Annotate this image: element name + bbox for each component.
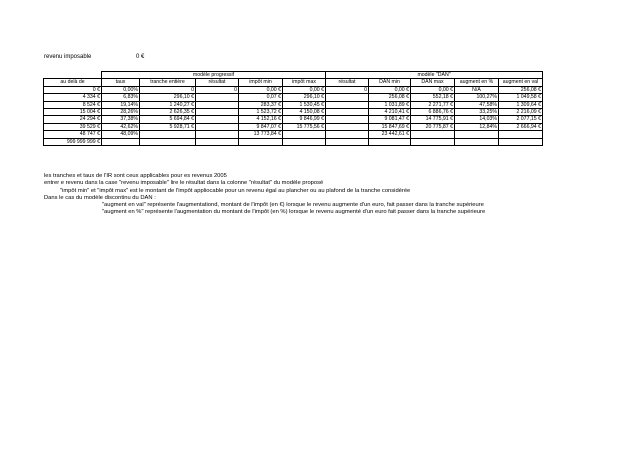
table-cell[interactable] <box>283 138 326 145</box>
table-row <box>44 109 543 116</box>
table-cell[interactable]: 2 626,35 € <box>140 109 196 116</box>
note-line: "augment en val" représente l'augmentationd, montant de l'impôt (en €) lorsque le revenu augmente d'un euro, fait passer dans la tranche supérieure <box>102 202 484 209</box>
col-header: DAN min <box>369 79 411 86</box>
table-cell[interactable] <box>326 101 369 108</box>
table-cell[interactable]: 1 309,64 € <box>499 101 543 108</box>
table-cell[interactable]: 0 € <box>44 86 102 93</box>
col-header: au delà de <box>44 79 102 86</box>
table-cell[interactable] <box>326 123 369 130</box>
table-cell[interactable]: 48,09% <box>102 131 140 138</box>
table-cell[interactable] <box>455 138 499 145</box>
group-header-row <box>44 72 543 79</box>
col-header: impôt min <box>239 79 283 86</box>
revenu-label: revenu imposable <box>44 54 92 60</box>
table-cell[interactable]: 20 775,87 € <box>411 123 455 130</box>
table-cell[interactable] <box>369 138 411 145</box>
table-cell[interactable]: 0,07 € <box>239 94 283 101</box>
table-cell[interactable] <box>196 131 239 138</box>
table-cell[interactable]: 9 847,07 € <box>239 123 283 130</box>
table-cell[interactable] <box>196 109 239 116</box>
col-header: tranche entière <box>140 79 196 86</box>
table-cell[interactable]: 999 999 999 € <box>44 138 102 145</box>
col-header: taux <box>102 79 140 86</box>
table-cell[interactable]: 6,83% <box>102 94 140 101</box>
table-cell[interactable]: 33,25% <box>455 109 499 116</box>
table-row <box>44 101 543 108</box>
table-cell[interactable]: 2 216,09 € <box>499 109 543 116</box>
note-line: "impôt min" et "impôt max" est le montant de l'impôt appliocable pour un revenu égal au plancher ou au plafond de la tranche considérée <box>60 187 411 194</box>
table-cell[interactable]: 552,18 € <box>411 94 455 101</box>
table-row <box>44 94 543 101</box>
table-cell[interactable]: 4 334 € <box>44 94 102 101</box>
group-dan: modèle "DAN" <box>326 72 543 79</box>
column-header-row <box>44 79 543 86</box>
table-cell[interactable]: 5 694,84 € <box>140 116 196 123</box>
table-cell[interactable]: 1 530,45 € <box>283 101 326 108</box>
col-header: résultat <box>196 79 239 86</box>
note-line: "augment en %" représente l'augmentation du montant de l'impôt (en %) lorsque le revenu augmenté d'un euro fait passer dans la tranche supérieure <box>102 209 486 216</box>
table-cell[interactable] <box>102 138 140 145</box>
table-cell[interactable]: 37,38% <box>102 116 140 123</box>
table-cell[interactable] <box>499 131 543 138</box>
table-cell[interactable]: 15 004 € <box>44 109 102 116</box>
table-cell[interactable]: 2 077,15 € <box>499 116 543 123</box>
table-cell[interactable]: 47,58% <box>455 101 499 108</box>
table-cell[interactable]: 28,26% <box>102 109 140 116</box>
table-cell[interactable] <box>411 138 455 145</box>
table-cell[interactable] <box>326 109 369 116</box>
table-cell[interactable]: 2 271,77 € <box>411 101 455 108</box>
revenu-input-cell[interactable]: 0 € <box>136 54 145 60</box>
note-line: Dans le cas du modèle discontinu du DAN : <box>44 194 156 201</box>
col-header: résultat <box>326 79 369 86</box>
table-cell[interactable] <box>326 138 369 145</box>
table-cell[interactable]: 39 529 € <box>44 123 102 130</box>
table-row <box>44 123 543 130</box>
table-cell[interactable]: 4 210,41 € <box>369 109 411 116</box>
table-cell[interactable]: 1 049,58 € <box>499 94 543 101</box>
table-cell[interactable]: 0 <box>196 86 239 93</box>
table-cell[interactable]: 283,37 € <box>239 101 283 108</box>
table-cell[interactable]: 1 240,27 € <box>140 101 196 108</box>
table-cell[interactable]: N/A <box>455 86 499 93</box>
table-row <box>44 116 543 123</box>
table-cell[interactable] <box>196 123 239 130</box>
table-cell[interactable]: 0,00 € <box>239 86 283 93</box>
table-cell[interactable]: 0,00 € <box>411 86 455 93</box>
col-header: augment en % <box>455 79 499 86</box>
table-cell[interactable]: 24 294 € <box>44 116 102 123</box>
group-spacer <box>44 72 102 79</box>
group-progressif: modèle progressif <box>102 72 326 79</box>
table-cell[interactable]: 9 846,99 € <box>283 116 326 123</box>
table-cell[interactable]: 8 524 € <box>44 101 102 108</box>
table-cell[interactable]: 0,00 € <box>369 86 411 93</box>
table-cell[interactable]: 0 <box>326 86 369 93</box>
table-cell[interactable] <box>326 94 369 101</box>
col-header: augment en val <box>499 79 543 86</box>
table-cell[interactable]: 1 523,72 € <box>239 109 283 116</box>
table-cell[interactable]: 15 775,56 € <box>283 123 326 130</box>
table-cell[interactable]: 15 847,69 € <box>369 123 411 130</box>
table-cell[interactable]: 296,10 € <box>283 94 326 101</box>
table-cell[interactable]: 23 442,61 € <box>369 131 411 138</box>
tax-table <box>43 71 543 146</box>
table-cell[interactable]: 0 <box>140 86 196 93</box>
table-cell[interactable] <box>326 116 369 123</box>
table-cell[interactable]: 4 152,16 € <box>239 116 283 123</box>
revenu-row <box>44 54 145 60</box>
table-cell[interactable]: 0,00% <box>102 86 140 93</box>
note-line: entrer e revenu dans la case "revenu imposable" lire le résultat dans la colonne "résultat" du modèle proposé <box>44 180 324 187</box>
table-cell[interactable]: 14,03% <box>455 116 499 123</box>
table-cell[interactable]: 12,84% <box>455 123 499 130</box>
note-line: les tranches et taux de l'IR sont ceux applicables pour es revenus 2005 <box>44 173 227 179</box>
table-cell[interactable]: 19,14% <box>102 101 140 108</box>
table-cell[interactable]: 100,27% <box>455 94 499 101</box>
table-cell[interactable]: 2 666,94 € <box>499 123 543 130</box>
table-cell[interactable] <box>196 138 239 145</box>
table-cell[interactable] <box>411 131 455 138</box>
table-body <box>44 86 543 145</box>
table-cell[interactable]: 14 775,91 € <box>411 116 455 123</box>
table-cell[interactable]: 4 150,08 € <box>283 109 326 116</box>
table-cell[interactable] <box>455 131 499 138</box>
table-row <box>44 131 543 138</box>
table-cell[interactable]: 48 747 € <box>44 131 102 138</box>
table-cell[interactable] <box>499 138 543 145</box>
table-cell[interactable]: 256,08 € <box>369 94 411 101</box>
table-cell[interactable] <box>326 131 369 138</box>
table-cell[interactable]: 13 773,84 € <box>239 131 283 138</box>
table-cell[interactable] <box>196 94 239 101</box>
table-cell[interactable]: 42,62% <box>102 123 140 130</box>
table-row <box>44 138 543 145</box>
table-cell[interactable]: 9 081,47 € <box>369 116 411 123</box>
notes-block <box>44 173 485 217</box>
table-cell[interactable] <box>196 101 239 108</box>
table-cell[interactable] <box>196 116 239 123</box>
table-cell[interactable] <box>239 138 283 145</box>
col-header: DAN max <box>411 79 455 86</box>
table-cell[interactable] <box>140 138 196 145</box>
table-cell[interactable] <box>140 131 196 138</box>
table-cell[interactable]: 256,08 € <box>499 86 543 93</box>
table-cell[interactable] <box>283 131 326 138</box>
col-header: impôt max <box>283 79 326 86</box>
table-cell[interactable]: 0,00 € <box>283 86 326 93</box>
table-cell[interactable]: 5 928,71 € <box>140 123 196 130</box>
table-cell[interactable]: 296,10 € <box>140 94 196 101</box>
table-row <box>44 86 543 93</box>
table-cell[interactable]: 6 886,76 € <box>411 109 455 116</box>
table-cell[interactable]: 1 031,89 € <box>369 101 411 108</box>
